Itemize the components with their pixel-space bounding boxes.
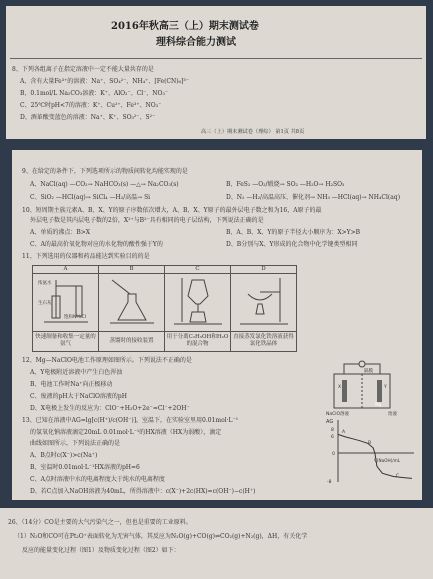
exam-subtitle: 理科综合能力测试 bbox=[156, 37, 236, 48]
q9-option-c: C、SiO₂ —HCl(aq)→ SiCl₄ —H₂/高温→ Si bbox=[30, 194, 151, 201]
exam-page-middle bbox=[12, 150, 422, 500]
q13-stem: 13、已知在溶液中AG=lg[c(H⁺)/c(OH⁻)]，室温下，在实验室里用0.01mol·L⁻¹ bbox=[22, 417, 239, 424]
point-a-label: A bbox=[342, 430, 346, 435]
q13-stem-line2: 的氢氧化钠溶液滴定20mL 0.01mol·L⁻¹的HX溶液（HX为弱酸），滴定 bbox=[30, 429, 222, 436]
q11-header-c: C bbox=[165, 266, 231, 274]
q11-caption-c: 用于分离C₂H₅OH和H₂O的混合物 bbox=[165, 331, 231, 351]
exam-page-bottom bbox=[0, 508, 433, 579]
label-mg: Mg bbox=[375, 402, 381, 407]
q13-option-d: D、若C点加入NaOH溶液为40mL，所得溶液中：c(X⁻)+2c(HX)=c(OH⁻)−c(H⁺) bbox=[30, 488, 256, 495]
y-tick-8: 8 bbox=[331, 428, 334, 433]
q10-option-c: C、A的最高价氧化物对应的水化物的酸性强于Y的 bbox=[30, 241, 163, 248]
point-c-label: C bbox=[396, 474, 400, 479]
exam-title: 2016年秋高三（上）期末测试卷 bbox=[111, 21, 259, 32]
q12-option-d: D、X电极上发生的反应为：ClO⁻+H₂O+2e⁻=Cl⁻+2OH⁻ bbox=[30, 405, 190, 412]
label-naclo: NaClO溶液 bbox=[326, 412, 350, 417]
q26-line3: 反应的能量变化过程（图1）及物质变化过程（图2）如下： bbox=[22, 547, 180, 554]
exam-page-top bbox=[6, 6, 426, 139]
q10-option-a: A、单质的沸点：B>X bbox=[30, 229, 91, 236]
label-x: X bbox=[338, 385, 342, 390]
y-tick-6: 6 bbox=[331, 435, 334, 440]
q11-caption-b: 蒸馏时的接收装置 bbox=[99, 331, 165, 351]
q11-stem: 11、下列选用的仪器和药品能达到实验目的的是 bbox=[22, 253, 150, 260]
ammonia-apparatus-icon bbox=[36, 274, 96, 328]
reagent-label-nh4cl: 饱和NH₄Cl bbox=[63, 314, 86, 320]
q8-option-b: B、0.1mol/L Na₂CO₃溶液：K⁺、AlO₂⁻、Cl⁻、NO₃⁻ bbox=[20, 90, 169, 97]
separatory-funnel-icon bbox=[168, 274, 228, 328]
q11-illustration-c bbox=[165, 273, 231, 331]
q9-option-b: B、FeS₂ —O₂/煅烧→ SO₂ —H₂O→ H₂SO₃ bbox=[226, 181, 345, 188]
q26-line2: （1）N₂O和CO可在Pt₂O⁺表面转化为无害气体，其反应为N₂O(g)+CO(g)⇌CO₂(g)+N₂(g)，ΔH，有关化学 bbox=[14, 533, 308, 540]
q13-option-c: C、A点时溶液中水的电离程度大于纯水的电离程度 bbox=[30, 476, 165, 483]
label-y: Y bbox=[384, 385, 387, 390]
q9-option-d: D、N₂ —H₂/高温高压、催化剂→ NH₃ —HCl(aq)→ NH₄Cl(aq) bbox=[226, 194, 401, 201]
q13-stem-line3: 曲线如图所示，下列说法正确的是 bbox=[30, 440, 121, 447]
q8-stem: 8、下列各组离子在指定溶液中一定不能大量共存的是 bbox=[12, 66, 154, 73]
q10-stem-line2: 外层电子数是其内层电子数的2倍，X²⁺与B²⁻具有相同的电子层结构，下列说法正确的是 bbox=[30, 217, 264, 224]
y-tick-0: 0 bbox=[332, 452, 335, 457]
titration-curve-line bbox=[338, 434, 412, 478]
q11-caption-a: 快速制备和收集一定量的氨气 bbox=[33, 331, 99, 351]
q10-option-d: D、B分别与X、Y形成的化合物中化学键类型相同 bbox=[226, 241, 358, 248]
q8-option-a: A、含有大量Fe³⁺的溶液：Na⁺、SO₄²⁻、NH₄⁺、[Fe(CN)₆]³⁻ bbox=[20, 78, 189, 85]
titration-curve-chart bbox=[324, 416, 416, 488]
q11-header-b: B bbox=[99, 266, 165, 274]
q11-apparatus-table bbox=[32, 265, 297, 352]
x-axis-label: V(NaOH)/mL bbox=[374, 458, 401, 463]
q12-option-a: A、Y电极附近溶液中产生白色浑浊 bbox=[30, 369, 123, 376]
q11-header-a: A bbox=[33, 266, 99, 274]
label-waste: 废液 bbox=[388, 412, 397, 417]
y-tick-neg8: -8 bbox=[327, 480, 332, 485]
reagent-label-lime: 生石灰 bbox=[37, 300, 51, 306]
q10-option-b: B、A、B、X、Y的原子半径大小顺序为：X>Y>B bbox=[226, 229, 361, 236]
y-axis-label: AG bbox=[326, 419, 334, 425]
q12-option-c: C、废液的pH大于NaClO溶液的pH bbox=[30, 393, 127, 400]
q12-stem: 12、Mg—NaClO电池工作原理如图所示。下列说法不正确的是 bbox=[22, 357, 192, 364]
q8-option-d: D、酒革酸变蓝色的溶液：Na⁺、K⁺、SO₃²⁻、S²⁻ bbox=[20, 114, 156, 121]
conical-flask-icon bbox=[102, 274, 162, 328]
point-b-label: B bbox=[368, 441, 372, 446]
q11-illustration-d bbox=[231, 273, 297, 331]
q26-stem: 26、（14分）CO是主要的大气污染气之一，但也是重要的工业原料。 bbox=[8, 519, 192, 526]
q11-caption-d: 直接蒸发氯化铁溶液获得氯化铁晶体 bbox=[231, 331, 297, 351]
q13-option-b: B、室温时0.01mol·L⁻¹HX溶液的pH=6 bbox=[30, 464, 140, 471]
title-rule bbox=[10, 58, 422, 59]
reagent-label-ammonia: 浓氨水 bbox=[37, 280, 51, 286]
q8-option-c: C、25℃时pH<7的溶液：K⁺、Cu²⁺、Fe³⁺、NO₃⁻ bbox=[20, 102, 162, 109]
q12-option-b: B、电池工作时Na⁺向正极移动 bbox=[30, 381, 113, 388]
q11-header-d: D bbox=[231, 266, 297, 274]
label-membrane: 隔膜 bbox=[364, 369, 373, 374]
q9-option-a: A、NaCl(aq) —CO₂→ NaHCO₃(s) —△→ Na₂CO₃(s) bbox=[30, 181, 179, 188]
q9-stem: 9、在给定的条件下，下列选项所示的物质间转化均能实现的是 bbox=[22, 168, 188, 175]
page-footer: 高三（上）期末测试卷（理综） 第1页 共8页 bbox=[201, 129, 305, 135]
evaporating-dish-icon bbox=[234, 274, 294, 328]
q11-illustration-b bbox=[99, 273, 165, 331]
q13-option-a: A、B点时c(X⁻)>c(Na⁺) bbox=[30, 452, 98, 459]
battery-cell-diagram bbox=[326, 358, 408, 418]
q10-stem: 10、短周期主族元素A、B、X、Y的原子序数依次增大，A、B、X、Y原子的最外层电子数之和为16，A原子的最 bbox=[22, 207, 322, 214]
q11-illustration-a bbox=[33, 273, 99, 331]
